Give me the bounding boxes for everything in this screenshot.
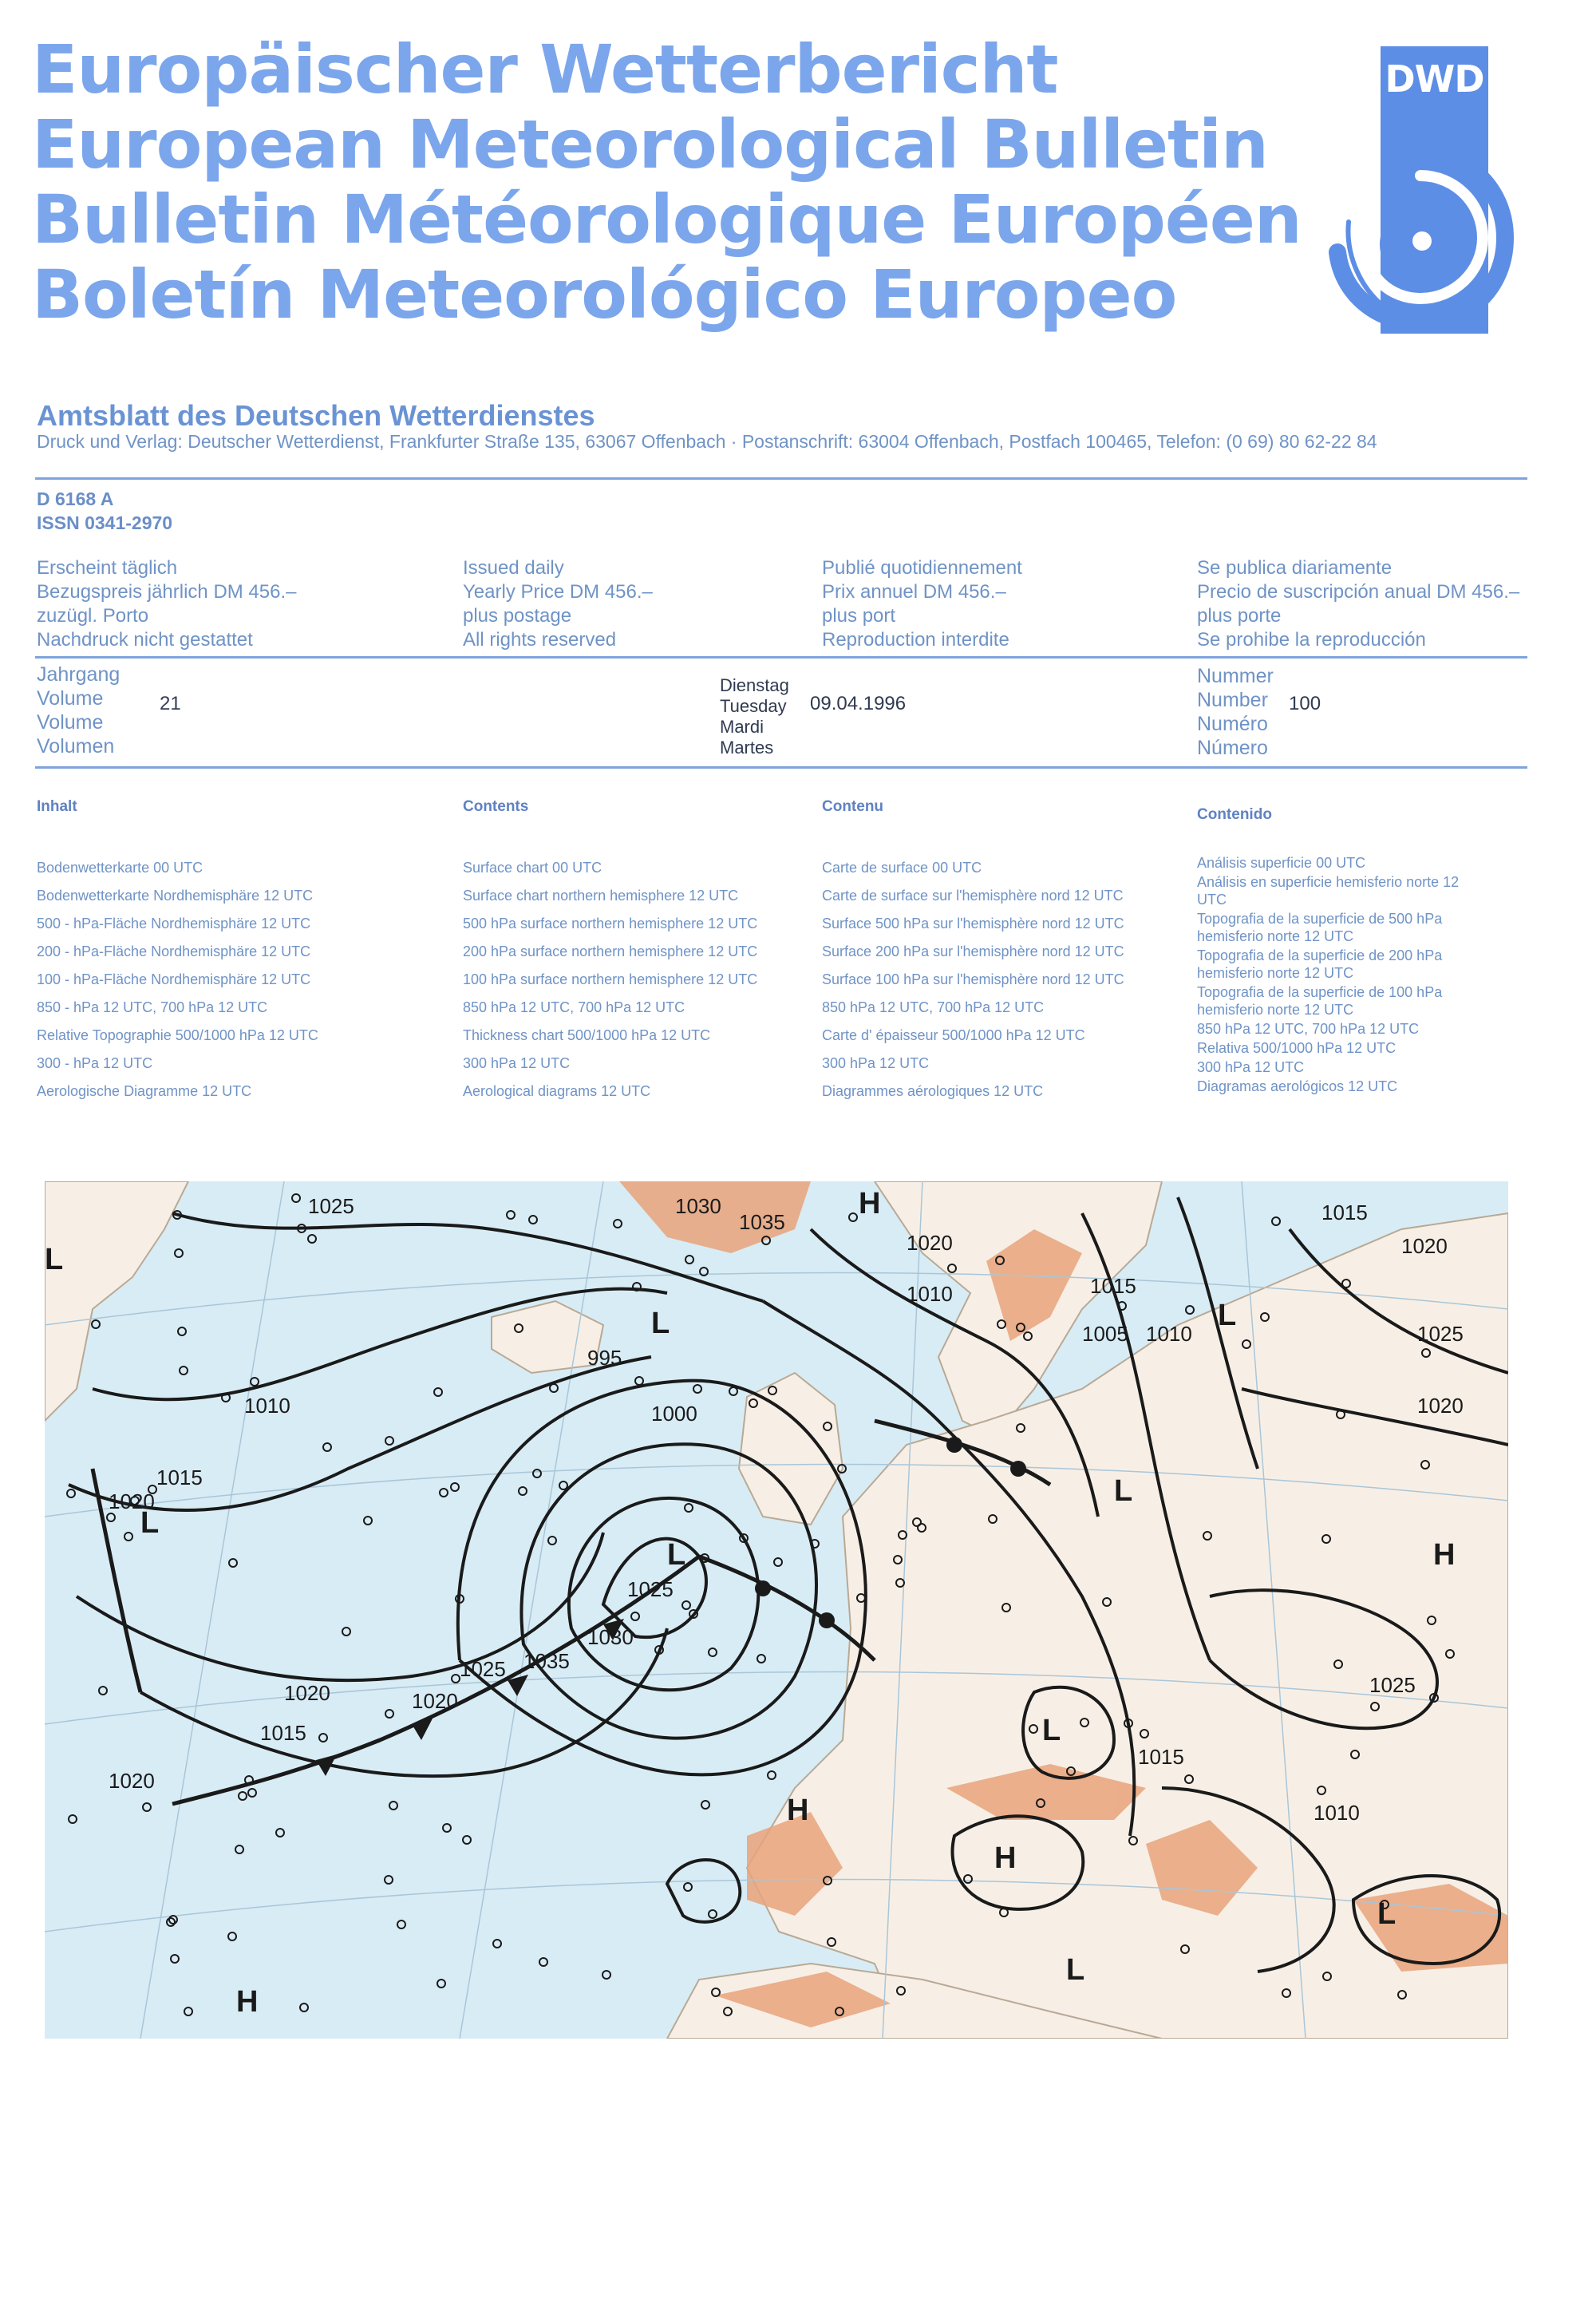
station-marker (452, 1675, 460, 1683)
station-marker (682, 1601, 690, 1609)
station-marker (602, 1971, 610, 1979)
map-canvas (45, 1181, 1508, 2039)
contents-spanish (1197, 798, 1460, 1097)
contents-item: 100 - hPa-Fläche Nordhemisphäre 12 UTC (37, 971, 311, 987)
station-marker (614, 1220, 622, 1228)
isobar-label: 1020 (109, 1769, 155, 1793)
station-marker (635, 1377, 643, 1385)
contents-item: Bodenwetterkarte Nordhemisphäre 12 UTC (37, 888, 314, 904)
contents-heading: Contenido (1197, 806, 1272, 823)
isobar-label: 1015 (156, 1466, 203, 1489)
station-marker (529, 1216, 537, 1224)
contents-item: 850 hPa 12 UTC, 700 hPa 12 UTC (1197, 1021, 1420, 1037)
info-line: Prix annuel DM 456.– (822, 581, 1006, 603)
contents-item: Análisis en superficie hemisferio norte 12 UTC (1197, 874, 1460, 908)
station-marker (434, 1388, 442, 1396)
pressure-center: H (1433, 1538, 1456, 1572)
pressure-center: L (1114, 1474, 1133, 1508)
divider (35, 656, 1527, 659)
publisher-line: Druck und Verlag: Deutscher Wetterdienst, Frankfurter Straße 135, 63067 Offenbach · Postanschrift: 63004 Offenbach, Postfach 100465, Telefon: (0 69) 80 62-22 84 (37, 431, 1377, 452)
contents-item: Carte d' épaisseur 500/1000 hPa 12 UTC (822, 1027, 1085, 1043)
station-marker (397, 1920, 405, 1928)
station-marker (308, 1235, 316, 1243)
station-marker (519, 1487, 527, 1495)
title-german: Europäischer Wetterbericht (32, 30, 1058, 109)
info-line: plus postage (463, 605, 572, 627)
number-label: Nummer (1197, 665, 1274, 687)
station-marker (539, 1958, 547, 1966)
contents-item: Topografia de la superficie de 200 hPa hemisferio norte 12 UTC (1197, 947, 1443, 981)
contents-item: Surface 100 hPa sur l'hemisphère nord 12 UTC (822, 971, 1124, 987)
pressure-center: L (1066, 1953, 1085, 1987)
station-marker (385, 1437, 393, 1445)
station-marker (685, 1504, 693, 1512)
contents-item: Relative Topographie 500/1000 hPa 12 UTC (37, 1027, 318, 1043)
station-marker (107, 1513, 115, 1521)
contents-item: 200 - hPa-Fläche Nordhemisphäre 12 UTC (37, 943, 311, 959)
dwd-logo (1381, 46, 1488, 334)
contents-item: Topografia de la superficie de 500 hPa hemisferio norte 12 UTC (1197, 911, 1443, 944)
front-semicircle (1010, 1461, 1026, 1477)
isobar-label: 1025 (460, 1657, 506, 1681)
station-marker (323, 1443, 331, 1451)
surface-weather-map (45, 1181, 1508, 2039)
station-marker (319, 1734, 327, 1742)
contents-item: 300 - hPa 12 UTC (37, 1055, 153, 1071)
weekday-label: Martes (720, 738, 774, 757)
contents-item: Carte de surface 00 UTC (822, 860, 982, 876)
contents-item: Aerological diagrams 12 UTC (463, 1083, 651, 1099)
weekday-label: Mardi (720, 717, 764, 737)
isobar-label: 1025 (1369, 1673, 1416, 1697)
landmass-iceland (492, 1301, 603, 1373)
station-marker (768, 1771, 776, 1779)
station-marker (437, 1980, 445, 1988)
title-english: European Meteorological Bulletin (32, 105, 1268, 184)
isobar (140, 1628, 667, 1776)
station-marker (493, 1940, 501, 1948)
isobar-label: 1000 (651, 1402, 697, 1426)
info-line: Se publica diariamente (1197, 557, 1393, 579)
station-marker (684, 1883, 692, 1891)
front-semicircle (819, 1612, 835, 1628)
contents-item: Aerologische Diagramme 12 UTC (37, 1083, 252, 1099)
station-marker (178, 1327, 186, 1335)
info-french (822, 556, 1022, 652)
station-marker (533, 1469, 541, 1477)
station-marker (1186, 1306, 1194, 1314)
contents-item: 500 - hPa-Fläche Nordhemisphäre 12 UTC (37, 916, 311, 932)
pressure-center: L (1377, 1897, 1396, 1931)
pressure-center: L (1042, 1714, 1061, 1747)
contents-heading: Inhalt (37, 798, 77, 815)
issn-number: ISSN 0341-2970 (37, 512, 173, 533)
isobar-label: 995 (587, 1346, 622, 1370)
station-marker (124, 1533, 132, 1541)
station-marker (235, 1845, 243, 1853)
contents-item: 850 hPa 12 UTC, 700 hPa 12 UTC (463, 999, 685, 1015)
landmass-greenland (45, 1181, 188, 1421)
volume-value: 21 (160, 693, 181, 714)
spiral-logo-icon (1317, 134, 1524, 342)
contents-item: Análisis superficie 00 UTC (1197, 855, 1366, 871)
station-marker (300, 2003, 308, 2011)
isobar-label: 1010 (244, 1394, 290, 1418)
station-marker (1272, 1217, 1280, 1225)
info-line: Issued daily (463, 557, 564, 579)
landmass-british-isles (739, 1373, 843, 1525)
front-semicircle (946, 1437, 962, 1453)
logo-text: DWD (1385, 57, 1484, 101)
info-line: Erscheint täglich (37, 557, 178, 579)
isobar-label: 1030 (675, 1194, 721, 1218)
station-marker (67, 1489, 75, 1497)
contents-item: Surface 200 hPa sur l'hemisphère nord 12 UTC (822, 943, 1124, 959)
station-marker (389, 1802, 397, 1810)
pressure-center: H (859, 1187, 881, 1220)
station-marker (440, 1489, 448, 1497)
station-marker (701, 1801, 709, 1809)
info-line: All rights reserved (463, 629, 617, 651)
info-line: Se prohibe la reproducción (1197, 629, 1426, 651)
amtsblatt-heading: Amtsblatt des Deutschen Wetterdienstes (37, 399, 595, 432)
pressure-center: H (994, 1841, 1017, 1875)
weekday-label: Dienstag (720, 675, 789, 695)
station-marker (507, 1211, 515, 1219)
station-marker (685, 1256, 693, 1264)
contents-item: Diagrammes aérologiques 12 UTC (822, 1083, 1044, 1099)
station-marker (342, 1628, 350, 1636)
station-marker (757, 1655, 765, 1663)
isobar-label: 1035 (739, 1210, 785, 1234)
info-english (463, 556, 653, 652)
isobar-label: 1035 (523, 1649, 570, 1673)
info-line: plus porte (1197, 605, 1282, 627)
isobar-label: 1020 (412, 1689, 458, 1713)
contents-item: Bodenwetterkarte 00 UTC (37, 860, 203, 876)
contents-item: 300 hPa 12 UTC (822, 1055, 930, 1071)
isobar-label: 1025 (1417, 1322, 1464, 1346)
weekday-label: Tuesday (720, 696, 787, 716)
pressure-center: L (667, 1538, 686, 1572)
contents-item: 850 - hPa 12 UTC, 700 hPa 12 UTC (37, 999, 268, 1015)
station-marker (239, 1792, 247, 1800)
isobar-label: 1025 (627, 1577, 674, 1601)
contents-heading: Contenu (822, 798, 884, 815)
identifier-block (37, 487, 172, 535)
contents-item: 300 hPa 12 UTC (463, 1055, 571, 1071)
station-marker (175, 1249, 183, 1257)
station-marker (631, 1612, 639, 1620)
contents-english (463, 798, 757, 1106)
pressure-center: L (140, 1506, 160, 1540)
pressure-center: L (45, 1243, 64, 1276)
isobar-label: 1015 (1090, 1274, 1136, 1298)
weekday-labels (720, 675, 789, 758)
volume-label: Volumen (37, 735, 115, 757)
contents-item: Topografia de la superficie de 100 hPa hemisferio norte 12 UTC (1197, 984, 1443, 1018)
station-marker (180, 1367, 188, 1375)
station-marker (99, 1687, 107, 1695)
volume-label: Volume (37, 711, 104, 734)
isobar (667, 1860, 740, 1922)
isobar-label: 1010 (1314, 1801, 1360, 1825)
isobar-label: 1015 (1321, 1201, 1368, 1224)
info-line: Bezugspreis jährlich DM 456.– (37, 581, 297, 603)
info-line: Nachdruck nicht gestattet (37, 629, 253, 651)
contents-german (37, 798, 318, 1106)
contents-french (822, 798, 1124, 1106)
station-marker (248, 1789, 256, 1797)
contents-item: 100 hPa surface northern hemisphere 12 UTC (463, 971, 758, 987)
isobar-label: 1015 (260, 1721, 306, 1745)
isobar-label: 1020 (1417, 1394, 1464, 1418)
station-marker (451, 1483, 459, 1491)
station-marker (184, 2007, 192, 2015)
station-marker (550, 1384, 558, 1392)
station-marker (171, 1955, 179, 1963)
isobar-label: 1020 (284, 1681, 330, 1705)
number-label: Número (1197, 737, 1268, 759)
pressure-center: L (651, 1307, 670, 1340)
info-line: Reproduction interdite (822, 629, 1009, 651)
isobar-label: 1010 (907, 1282, 953, 1306)
station-marker (693, 1385, 701, 1393)
title-french: Bulletin Météorologique Européen (32, 180, 1302, 259)
station-marker (229, 1559, 237, 1567)
station-marker (385, 1876, 393, 1884)
front-triangle (412, 1719, 433, 1740)
contents-item: Surface chart northern hemisphere 12 UTC (463, 888, 739, 904)
info-line: Precio de suscripción anual DM 456.– (1197, 581, 1520, 603)
isobar-label: 1020 (907, 1231, 953, 1255)
station-marker (251, 1378, 259, 1386)
info-spanish (1197, 556, 1519, 652)
volume-label: Jahrgang (37, 663, 120, 686)
station-marker (559, 1481, 567, 1489)
info-line: plus port (822, 605, 896, 627)
isobar-label: 1030 (587, 1625, 634, 1649)
contents-item: 850 hPa 12 UTC, 700 hPa 12 UTC (822, 999, 1045, 1015)
station-marker (774, 1558, 782, 1566)
station-marker (228, 1932, 236, 1940)
number-label: Numéro (1197, 713, 1268, 735)
pressure-center: H (236, 1985, 259, 2019)
volume-label: Volume (37, 687, 104, 710)
station-marker (709, 1910, 717, 1918)
info-line: Publié quotidiennement (822, 557, 1022, 579)
contents-heading: Contents (463, 798, 529, 815)
station-marker (92, 1320, 100, 1328)
isobar-label: 1005 (1082, 1322, 1128, 1346)
title-spanish: Boletín Meteorológico Europeo (32, 255, 1177, 334)
station-marker (276, 1829, 284, 1837)
volume-labels (37, 663, 120, 758)
isobar-label: 1010 (1146, 1322, 1192, 1346)
contents-item: 500 hPa surface northern hemisphere 12 UTC (463, 916, 758, 932)
number-label: Number (1197, 689, 1268, 711)
isobar-label: 1020 (109, 1489, 155, 1513)
divider (35, 766, 1527, 769)
station-marker (292, 1194, 300, 1202)
d-number: D 6168 A (37, 489, 114, 509)
issue-number: 100 (1289, 693, 1321, 714)
front-semicircle (755, 1580, 771, 1596)
station-marker (385, 1710, 393, 1718)
isobar-label: 1025 (308, 1194, 354, 1218)
number-labels (1197, 664, 1274, 760)
station-marker (849, 1213, 857, 1221)
station-marker (143, 1803, 151, 1811)
contents-item: 200 hPa surface northern hemisphere 12 UTC (463, 943, 758, 959)
station-marker (548, 1537, 556, 1545)
pressure-center: L (1218, 1299, 1237, 1332)
contents-item: Surface 500 hPa sur l'hemisphère nord 12 UTC (822, 916, 1124, 932)
contents-item: Thickness chart 500/1000 hPa 12 UTC (463, 1027, 711, 1043)
contents-item: 300 hPa 12 UTC (1197, 1059, 1305, 1075)
station-marker (364, 1517, 372, 1525)
divider (35, 477, 1527, 480)
isobar-label: 1015 (1138, 1745, 1184, 1769)
contents-item: Carte de surface sur l'hemisphère nord 12 UTC (822, 888, 1124, 904)
station-marker (69, 1815, 77, 1823)
issue-date: 09.04.1996 (810, 693, 907, 714)
cold-front (172, 1557, 699, 1804)
info-german (37, 556, 297, 652)
pressure-center: H (787, 1794, 809, 1827)
isobar-label: 1020 (1401, 1234, 1448, 1258)
station-marker (463, 1836, 471, 1844)
station-marker (443, 1824, 451, 1832)
station-marker (729, 1387, 737, 1395)
info-line: Yearly Price DM 456.– (463, 581, 653, 603)
station-marker (709, 1648, 717, 1656)
contents-item: Relativa 500/1000 hPa 12 UTC (1197, 1040, 1396, 1056)
contents-item: Diagramas aerológicos 12 UTC (1197, 1078, 1398, 1094)
bulletin-titles (32, 30, 1302, 334)
contents-item: Surface chart 00 UTC (463, 860, 602, 876)
info-line: zuzügl. Porto (37, 605, 149, 627)
